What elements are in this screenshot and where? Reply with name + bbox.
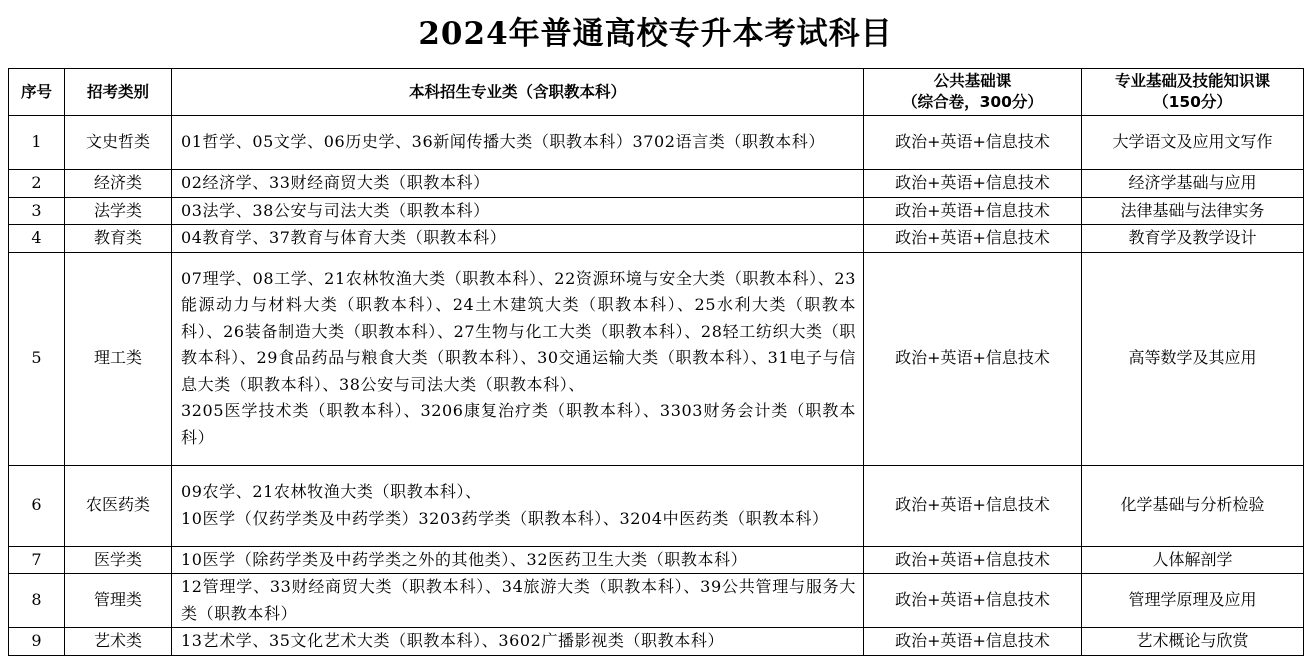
row-index: 7 — [9, 546, 65, 574]
row-professional-course: 法律基础与法律实务 — [1082, 197, 1304, 225]
row-category: 文史哲类 — [65, 116, 172, 170]
row-majors-text: 07理学、08工学、21农林牧渔大类（职教本科）、22资源环境与安全大类（职教本科）、23能源动力与材料大类（职教本科）、24土木建筑大类（职教本科）、25水利大类（职教本科）、26装备制造大类（职教本科）、27生物与化工大类（职教本科）、28轻工纺织大类（职教本科）、29食品药品与粮食大类（职教本科）、30交通运输大类（职教本科）、31电子与信息大类（职教本科）、38公安与司法大类（职教本科）、 — [181, 268, 856, 394]
table-row — [9, 252, 1304, 465]
row-index: 1 — [9, 116, 65, 170]
row-category: 艺术类 — [65, 628, 172, 656]
header-category: 招考类别 — [65, 69, 172, 116]
row-professional-course: 人体解剖学 — [1082, 546, 1304, 574]
row-public-course: 政治+英语+信息技术 — [864, 574, 1082, 628]
row-majors: 13艺术学、35文化艺术大类（职教本科）、3602广播影视类（职教本科） — [172, 628, 864, 656]
row-index: 6 — [9, 465, 65, 546]
row-professional-course: 大学语文及应用文写作 — [1082, 116, 1304, 170]
row-majors — [172, 465, 864, 546]
row-index: 4 — [9, 225, 65, 253]
row-index: 3 — [9, 197, 65, 225]
table-row — [9, 465, 1304, 546]
row-category: 理工类 — [65, 252, 172, 465]
row-public-course: 政治+英语+信息技术 — [864, 546, 1082, 574]
row-majors: 10医学（除药学类及中药学类之外的其他类）、32医药卫生大类（职教本科） — [172, 546, 864, 574]
row-majors: 04教育学、37教育与体育大类（职教本科） — [172, 225, 864, 253]
row-index: 2 — [9, 170, 65, 198]
row-professional-course: 教育学及教学设计 — [1082, 225, 1304, 253]
table-row — [9, 116, 1304, 170]
header-public-course — [864, 69, 1082, 116]
row-professional-course: 高等数学及其应用 — [1082, 252, 1304, 465]
row-public-course: 政治+英语+信息技术 — [864, 628, 1082, 656]
table-row — [9, 197, 1304, 225]
row-public-course: 政治+英语+信息技术 — [864, 170, 1082, 198]
table-row — [9, 546, 1304, 574]
header-majors: 本科招生专业类（含职教本科） — [172, 69, 864, 116]
row-public-course: 政治+英语+信息技术 — [864, 465, 1082, 546]
row-majors — [172, 252, 864, 465]
exam-subjects-table — [8, 68, 1304, 656]
row-majors: 12管理学、33财经商贸大类（职教本科）、34旅游大类（职教本科）、39公共管理与服务大类（职教本科） — [172, 574, 864, 628]
row-professional-course: 管理学原理及应用 — [1082, 574, 1304, 628]
header-index: 序号 — [9, 69, 65, 116]
row-category: 教育类 — [65, 225, 172, 253]
row-index: 5 — [9, 252, 65, 465]
row-professional-course: 化学基础与分析检验 — [1082, 465, 1304, 546]
header-professional-line2: （150分） — [1153, 93, 1232, 111]
header-professional-line1: 专业基础及技能知识课 — [1114, 72, 1270, 90]
header-public-line1: 公共基础课 — [933, 72, 1012, 90]
row-majors: 03法学、38公安与司法大类（职教本科） — [172, 197, 864, 225]
row-category: 农医药类 — [65, 465, 172, 546]
row-category: 经济类 — [65, 170, 172, 198]
row-professional-course: 经济学基础与应用 — [1082, 170, 1304, 198]
row-majors: 02经济学、33财经商贸大类（职教本科） — [172, 170, 864, 198]
row-index: 8 — [9, 574, 65, 628]
header-professional-course — [1082, 69, 1304, 116]
row-majors-text: 09农学、21农林牧渔大类（职教本科）、 — [181, 482, 482, 501]
table-header-row — [9, 69, 1304, 116]
header-public-line2: （综合卷，300分） — [902, 93, 1043, 111]
row-category: 管理类 — [65, 574, 172, 628]
row-majors: 01哲学、05文学、06历史学、36新闻传播大类（职教本科）3702语言类（职教本科） — [172, 116, 864, 170]
row-majors-extra: 10医学（仅药学类及中药学类）3203药学类（职教本科）、3204中医药类（职教本科） — [181, 508, 829, 528]
row-category: 医学类 — [65, 546, 172, 574]
row-public-course: 政治+英语+信息技术 — [864, 252, 1082, 465]
row-public-course: 政治+英语+信息技术 — [864, 197, 1082, 225]
row-public-course: 政治+英语+信息技术 — [864, 116, 1082, 170]
table-row — [9, 628, 1304, 656]
row-category: 法学类 — [65, 197, 172, 225]
table-row — [9, 225, 1304, 253]
row-majors-extra: 3205医学技术类（职教本科）、3206康复治疗类（职教本科）、3303财务会计类（职教本科） — [181, 401, 856, 447]
row-index: 9 — [9, 628, 65, 656]
row-professional-course: 艺术概论与欣赏 — [1082, 628, 1304, 656]
page-title: 2024年普通高校专升本考试科目 — [418, 16, 893, 52]
row-public-course: 政治+英语+信息技术 — [864, 225, 1082, 253]
table-row — [9, 574, 1304, 628]
table-row — [9, 170, 1304, 198]
